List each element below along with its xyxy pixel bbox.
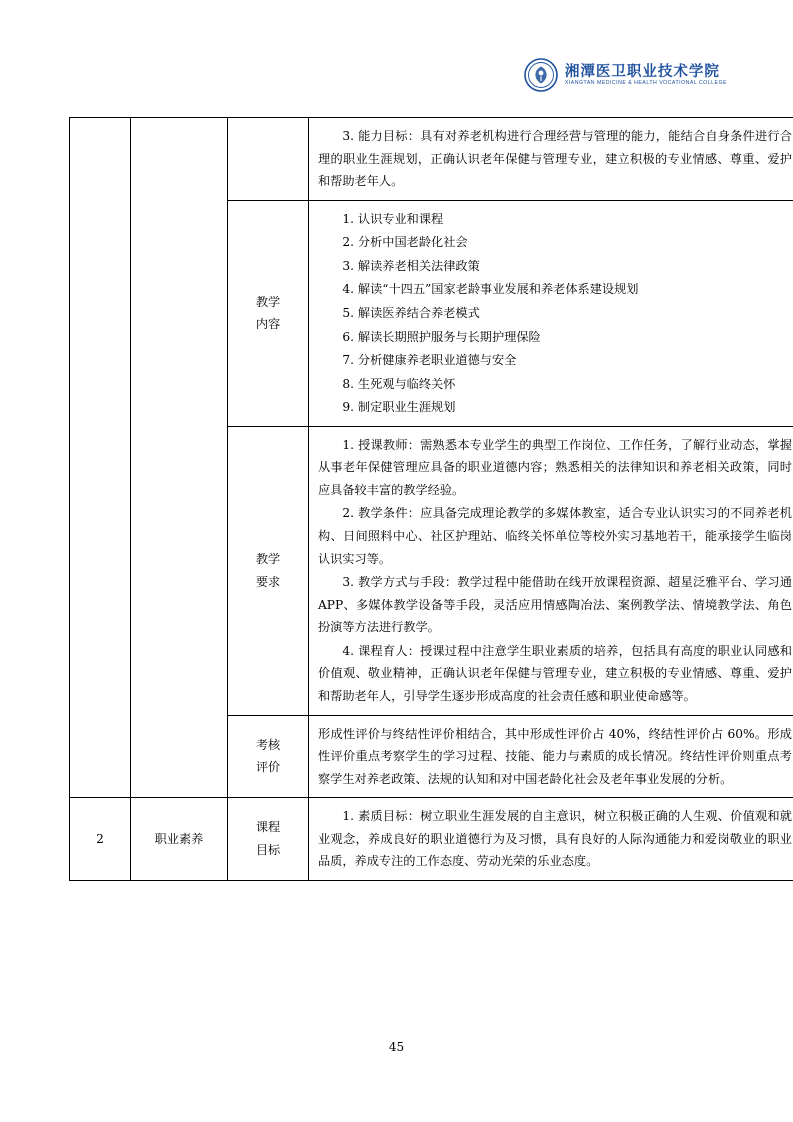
cell-body-ability-goal — [309, 118, 793, 201]
cell-body-assessment — [309, 715, 793, 798]
cell-item-label-assessment — [228, 715, 309, 798]
paragraph: 2. 教学条件：应具备完成理论教学的多媒体教室，适合专业认识实习的不同养老机构、日间照料中心、社区护理站、临终关怀单位等校外实习基地若干，能承接学生临岗认识实习等。 — [318, 506, 792, 566]
cell-item-label-course-goal — [228, 798, 309, 881]
cell-item-label-teaching-content — [228, 200, 309, 426]
list-item: 1. 认识专业和课程 — [342, 211, 444, 226]
paragraph: 形成性评价与终结性评价相结合，其中形成性评价占 40%，终结性评价占 60%。形成性评价重点考察学生的学习过程、技能、能力与素质的成长情况。终结性评价则重点考察学生对养老政策、法规的认知和对中国老龄化社会及老年事业发展的分析。 — [318, 726, 792, 786]
cell-course-name: 职业素养 — [131, 798, 228, 881]
item-label-line-2: 要求 — [255, 574, 281, 589]
list-item: 9. 制定职业生涯规划 — [342, 400, 456, 415]
list-item: 4. 解读“十四五”国家老龄事业发展和养老体系建设规划 — [342, 282, 639, 297]
cell-item-label — [228, 118, 309, 201]
college-name-en: XIANGTAN MEDICINE & HEALTH VOCATIONAL COLLEGE — [564, 79, 727, 86]
item-label-line-2: 目标 — [255, 843, 281, 858]
table-row — [70, 798, 793, 881]
cell-body-course-goal — [309, 798, 793, 881]
cell-serial-number: 2 — [70, 798, 131, 881]
list-item: 5. 解读医养结合养老模式 — [342, 305, 480, 320]
item-label-line-2: 内容 — [255, 317, 281, 332]
item-label-line-1: 考核 — [255, 737, 281, 752]
paragraph: 1. 素质目标：树立职业生涯发展的自主意识，树立积极正确的人生观、价值观和就业观念，养成良好的职业道德行为及习惯，具有良好的人际沟通能力和爱岗敬业的职业品质，养成专注的工作态度、劳动光荣的乐业态度。 — [318, 809, 792, 869]
cell-item-label-teaching-requirement — [228, 426, 309, 715]
college-emblem-icon — [524, 58, 558, 92]
course-table-container — [69, 117, 792, 881]
item-label-line-1: 教学 — [255, 552, 281, 567]
cell-course-name — [131, 118, 228, 798]
paragraph: 3. 教学方式与手段：教学过程中能借助在线开放课程资源、超星泛雅平台、学习通 APP、多媒体教学设备等手段，灵活应用情感陶冶法、案例教学法、情境教学法、角色扮演等方法进行教学。 — [318, 575, 792, 635]
cell-serial-number — [70, 118, 131, 798]
table-row — [70, 118, 793, 201]
list-item: 8. 生死观与临终关怀 — [342, 376, 456, 391]
cell-body-teaching-content — [309, 200, 793, 426]
list-item: 6. 解读长期照护服务与长期护理保险 — [342, 329, 541, 344]
college-name-block — [565, 64, 727, 87]
item-label-line-1: 课程 — [255, 820, 281, 835]
list-item: 3. 解读养老相关法律政策 — [342, 258, 480, 273]
paragraph: 4. 课程育人：授课过程中注意学生职业素质的培养，包括具有高度的职业认同感和价值观、敬业精神，正确认识老年保健与管理专业，建立积极的专业情感、尊重、爱护和帮助老年人，引导学生逐步形成高度的社会责任感和职业使命感等。 — [318, 643, 792, 703]
paragraph: 3. 能力目标：具有对养老机构进行合理经营与管理的能力，能结合自身条件进行合理的职业生涯规划，正确认识老年保健与管理专业，建立积极的专业情感、尊重、爱护和帮助老年人。 — [318, 129, 792, 189]
item-label-line-1: 教学 — [255, 294, 281, 309]
course-outline-table — [69, 117, 793, 881]
cell-body-teaching-requirement — [309, 426, 793, 715]
list-item: 2. 分析中国老龄化社会 — [342, 235, 468, 250]
college-logo — [524, 58, 727, 92]
item-label-line-2: 评价 — [255, 760, 281, 775]
page-number: 45 — [388, 1040, 405, 1054]
list-item: 7. 分析健康养老职业道德与安全 — [342, 353, 517, 368]
paragraph: 1. 授课教师：需熟悉本专业学生的典型工作岗位、工作任务，了解行业动态，掌握从事老年保健管理应具备的职业道德内容；熟悉相关的法律知识和养老相关政策，同时应具备较丰富的教学经验。 — [318, 437, 792, 497]
college-name-cn: 湘潭医卫职业技术学院 — [564, 62, 720, 80]
